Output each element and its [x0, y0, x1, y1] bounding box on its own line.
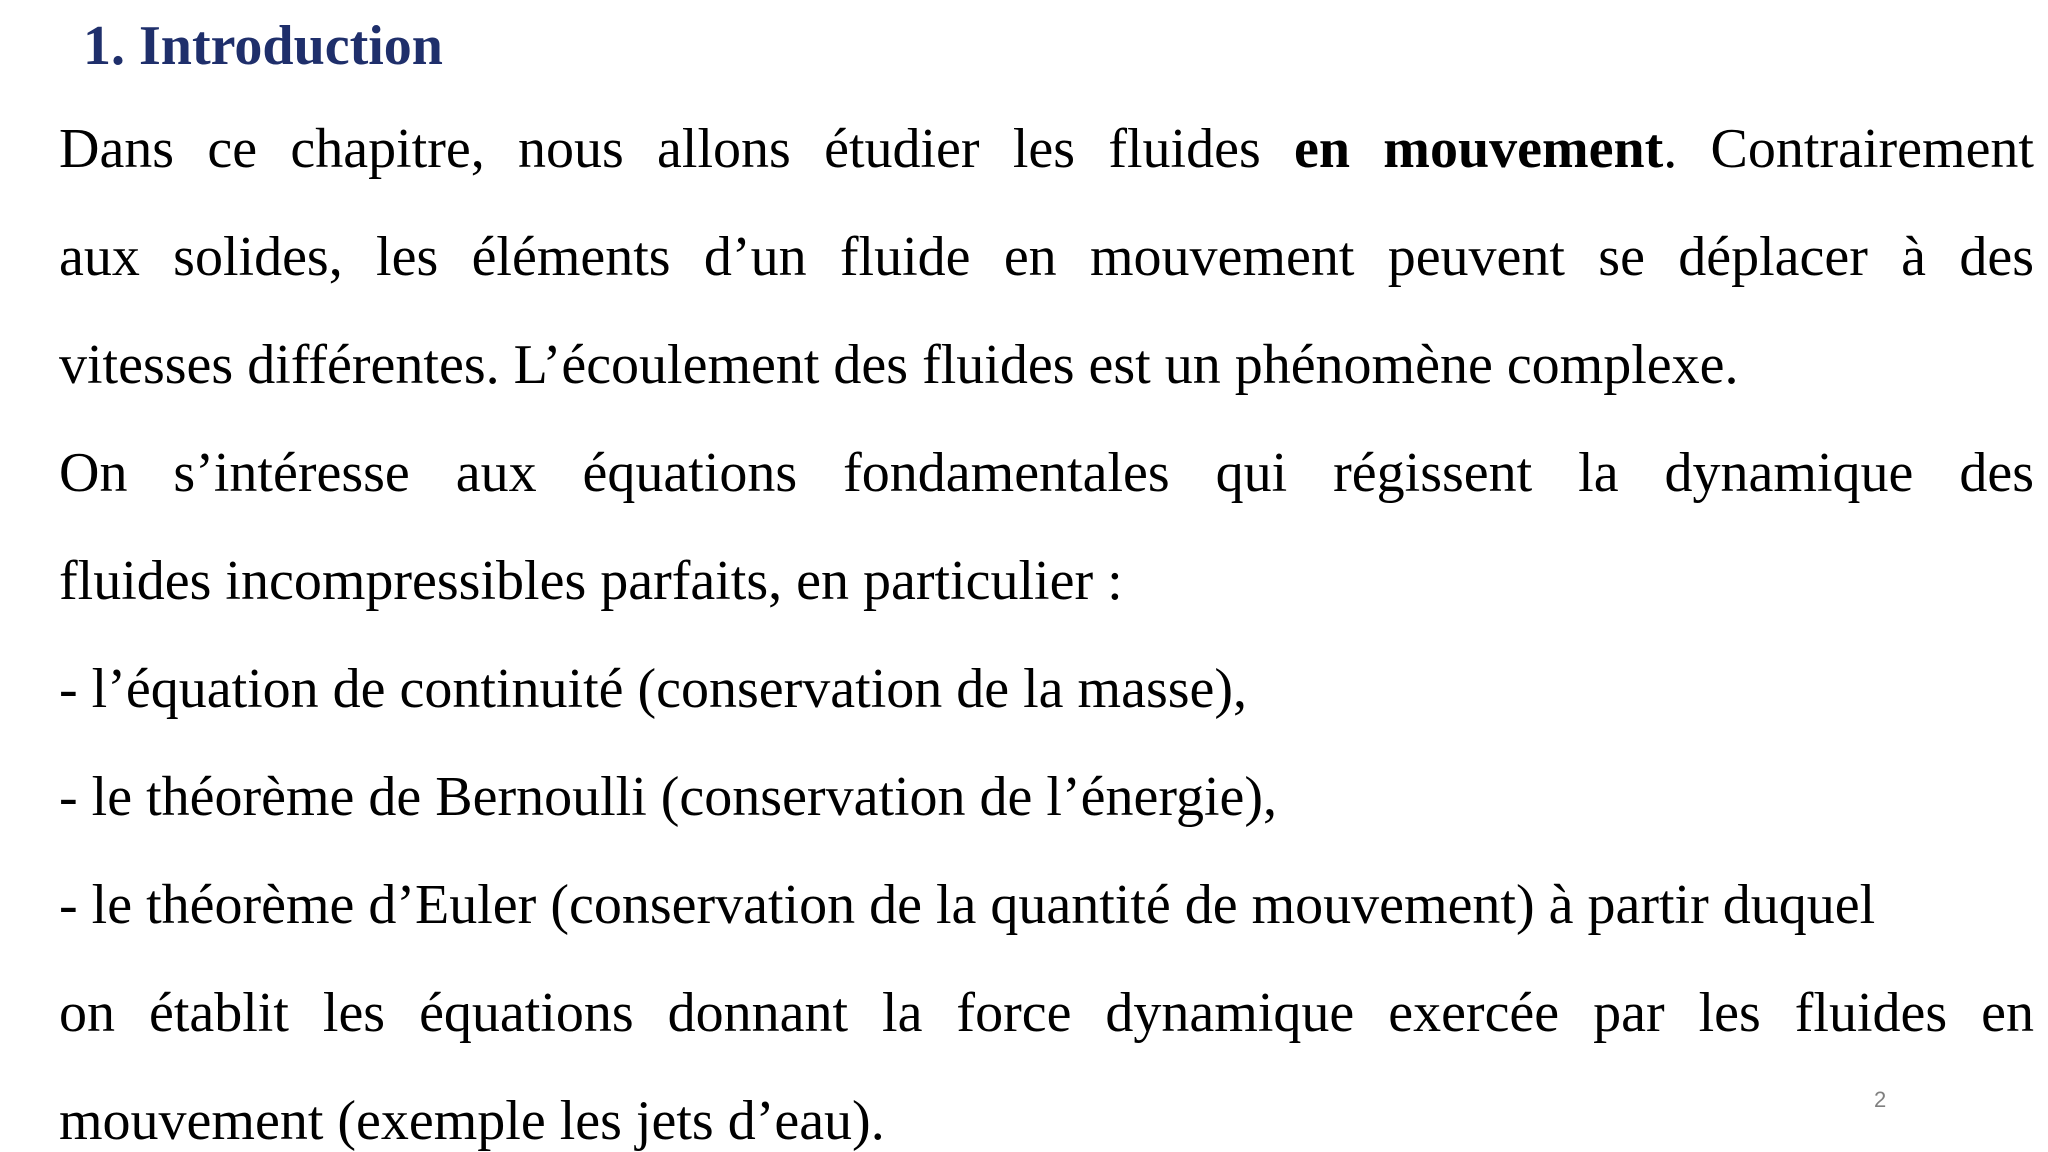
paragraph-1-line-1-start: Dans ce chapitre, nous allons étudier les fluides: [59, 118, 1295, 180]
paragraph-1-line-1-end: . Contrairement: [1663, 118, 2034, 180]
list-item-euler-line-1: - le théorème d’Euler (conservation de la quantité de mouvement) à partir duquel: [59, 874, 1876, 936]
list-item-euler-line-2: on établit les équations donnant la force dynamique exercée par les fluides en: [59, 982, 2034, 1044]
paragraph-2-line-2: fluides incompressibles parfaits, en particulier :: [59, 550, 1123, 612]
list-item-continuity: - l’équation de continuité (conservation de la masse),: [59, 658, 1248, 720]
paragraph-2-line-1: On s’intéresse aux équations fondamentales qui régissent la dynamique des: [59, 442, 2034, 504]
emphasis-en-mouvement: en mouvement: [1294, 118, 1664, 180]
list-item-bernoulli: - le théorème de Bernoulli (conservation de l’énergie),: [59, 766, 1278, 828]
paragraph-1-line-1: [59, 95, 2034, 203]
list-item-euler-line-3: mouvement (exemple les jets d’eau).: [59, 1090, 885, 1152]
slide-title: 1. Introduction: [83, 15, 443, 77]
page-number: 2: [1874, 1087, 1887, 1112]
paragraph-1-line-2: aux solides, les éléments d’un fluide en mouvement peuvent se déplacer à des: [59, 226, 2034, 288]
paragraph-1-line-3: vitesses différentes. L’écoulement des fluides est un phénomène complexe.: [59, 334, 1739, 396]
slide-body: [59, 95, 2034, 1152]
